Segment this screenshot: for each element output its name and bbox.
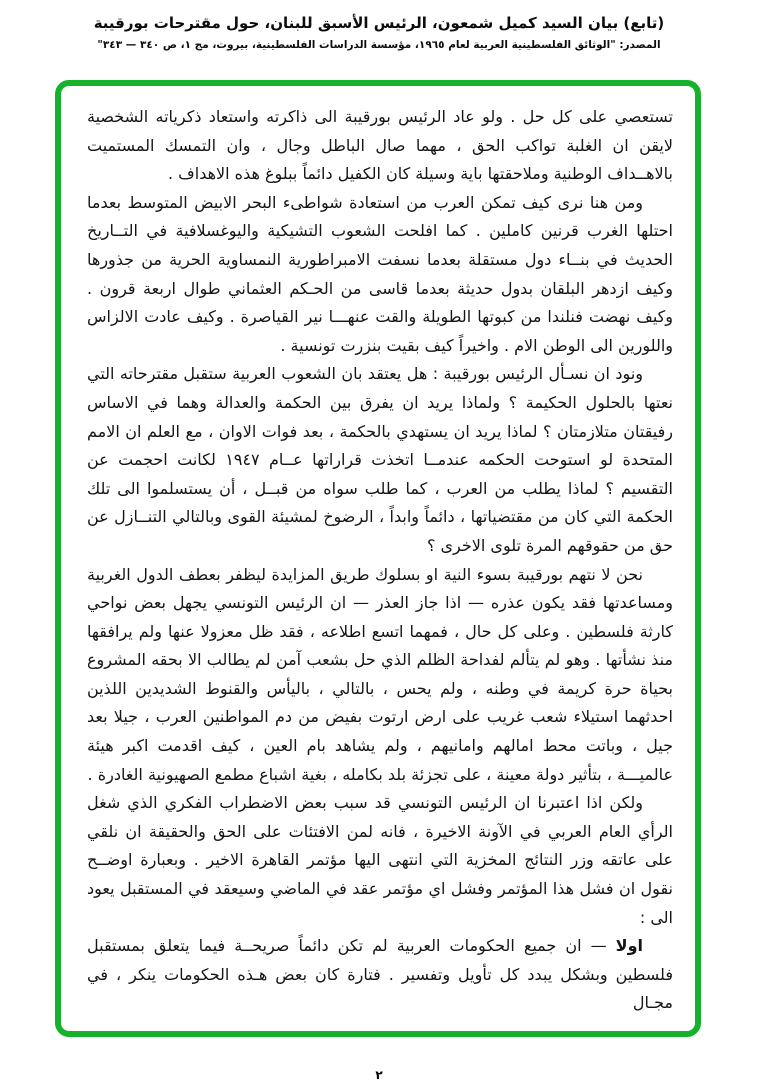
paragraph: ومن هنا نرى كيف تمكن العرب من استعادة شواطىء البحر الابيض المتوسط بعدما احتلها الغرب قرنين كاملين . كما افلحت الشعوب التشيكية واليوغسلافية في التــاريخ الحديث في بنــاء دول مستقلة بعدما نسفت الامبراطورية النمساوية الحرية من جذورها وكيف ازدهر البلقان بدول حديثة بعدما قاسى من الحـكم العثماني طوال اربعة قرون . وكيف نهضت فنلندا من كبوتها الطويلة والقت عنهـــا نير القياصرة . وكيف عادت الالزاس واللورين الى الوطن الام . واخيراً كيف بقيت بنزرت تونسية . xyxy=(87,192,673,355)
page-header xyxy=(0,0,758,51)
document-source-line: المصدر: "الوثائق الفلسطينية العربية لعام ١٩٦٥، مؤسسة الدراسات الفلسطينية، بيروت، مج ١، ص ٣٤٠ — ٣٤٣" xyxy=(97,39,661,51)
paragraph: ونود ان نسـأل الرئيس بورقيبة : هل يعتقد بان الشعوب العربية ستقبل مقترحاته التي نعتها بالحلول الحكيمة ؟ ولماذا يريد ان يفرق بين الحكمة والعدالة وهما في الاساس رفيقتان متلازمتان ؟ لماذا يريد ان يستهدي بالحكمة ، بعد فوات الاوان ، مع العلم ان الامم المتحدة لو استوحت الحكمه عندمــا اتخذت قراراتها عــام ١٩٤٧ لكانت احجمت عن التقسيم ؟ لماذا يطلب من العرب ، كما طلب سواه من قبــل ، أن يستسلموا الى تلك الحكمة التي كان من مقتضياتها ، دائماً وابداً ، الرضوخ لمشيئة القوى وبالتالي التنــازل عن حق من حقوقهم المرة تلوى الاخرى ؟ xyxy=(87,364,674,555)
paragraph-continuation: تستعصي على كل حل . ولو عاد الرئيس بورقيبة الى ذاكرته واستعاد ذكرياته الشخصية لايقن ان الغلبة تواكب الحق ، مهما صال الباطل وجال ، وان التمسك المستميت بالاهــداف الوطنية وملاحقتها باية وسيلة كان الكفيل دائماً ببلوغ هذه الاهداف . xyxy=(87,107,673,184)
list-item-text: — ان جميع الحكومات العربية لم تكن دائماً صريحــة فيما يتعلق بمستقبل فلسطين وبشكل يبدد كل تأويل وتفسير . فتارة كان بعض هـذه الحكومات ينكر ، في مجـال xyxy=(87,936,673,1013)
green-border-frame xyxy=(55,80,701,1037)
list-item-first xyxy=(87,932,673,1018)
paragraph: ولكن اذا اعتبرنا ان الرئيس التونسي قد سبب بعض الاضطراب الفكري الذي شغل الرأي العام العربي في الآونة الاخيرة ، فانه لمن الافتئات على الحق والحقيقة ان نلقي على عاتقه وزر النتائج المخزية التي انتهى اليها مؤتمر القاهرة الاخير . وبعبارة اوضــح نقول ان فشل هذا المؤتمر وفشل اي مؤتمر عقد في الماضي وسيعقد في المستقبل يعود الى : xyxy=(87,793,673,927)
paragraph: نحن لا نتهم بورقيبة بسوء النية او بسلوك طريق المزايدة ليظفر بعطف الدول الغربية ومساعدتها فقد يكون عذره — اذا جاز العذر — ان الرئيس التونسي يجهل بعض نواحي كارثة فلسطين . وعلى كل حال ، فمهما اتسع اطلاعه ، فقد ظل معزولا عنها ولم يرافقها منذ نشأتها . وهو لم يتألم لفداحة الظلم الذي حل بشعب آمن لم يطالب الا بحقه المشروع بحياة حرة كريمة في وطنه ، ولم يحس ، بالتالي ، باليأس والقنوط الشديدين اللذين احدثهما استيلاء شعب غريب على ارض ارتوت بفيض من دم المواطنين العرب ، جيلا بعد جيل ، وباتت محط امالهم وامانيهم ، ولم يشاهد بام العين ، كيف اقدمت اكبر هيئة عالميـــة ، بتأثير دولة معينة ، على تجزئة بلد بكامله ، بغية اشباع مطمع الصهيونية الغادرة . xyxy=(87,564,673,784)
document-title: (تابع) بيان السيد كميل شمعون، الرئيس الأسبق للبنان، حول مقترحات بورقيبة xyxy=(93,14,665,32)
page-number: ٢ xyxy=(375,1068,383,1082)
document-body-text xyxy=(87,103,673,1018)
list-item-marker: اولا xyxy=(615,936,643,956)
